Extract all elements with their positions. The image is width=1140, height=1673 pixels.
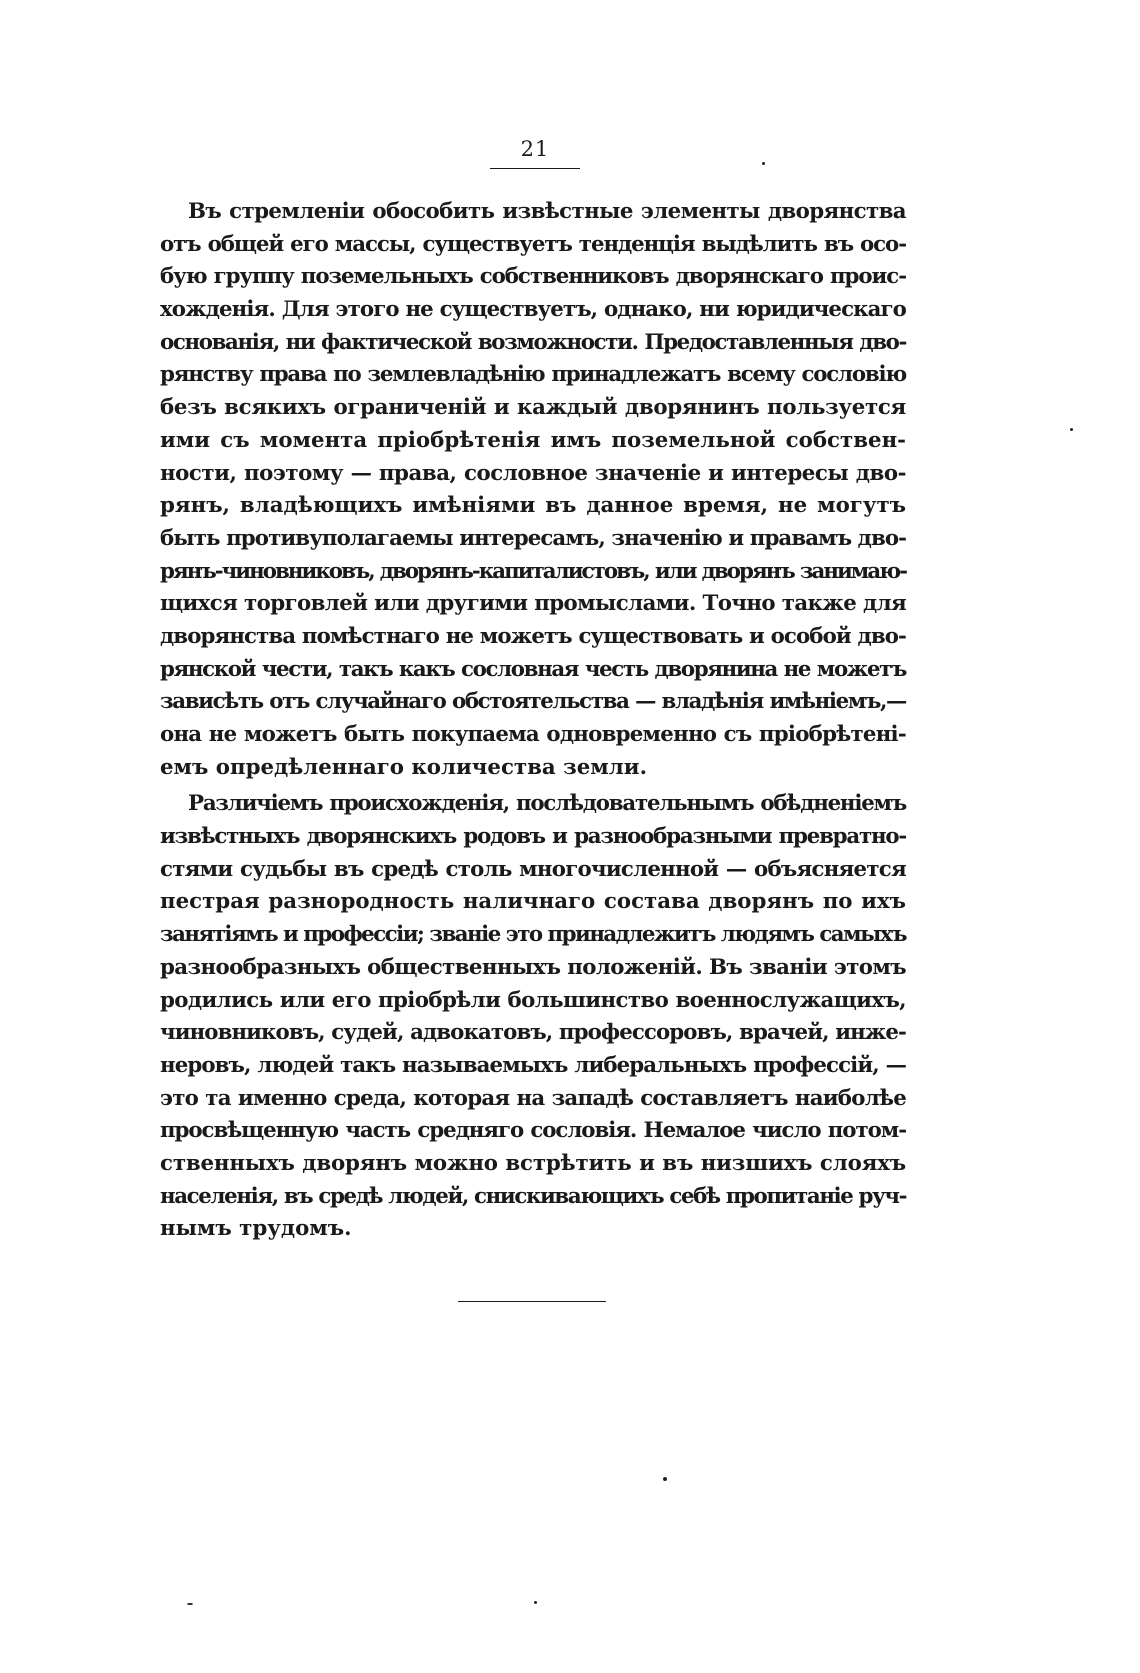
scan-speck bbox=[187, 1603, 193, 1605]
paragraph-2 bbox=[160, 788, 906, 1246]
text-line: населенія, въ средѣ людей, снискивающихъ себѣ пропитаніе руч- bbox=[160, 1183, 907, 1209]
text-line: Различіемъ происхожденія, послѣдовательнымъ обѣдненіемъ bbox=[188, 791, 906, 817]
text-line: это та именно среда, которая на западѣ составляетъ наиболѣе bbox=[160, 1085, 906, 1111]
scan-speck bbox=[663, 1477, 667, 1481]
scan-speck bbox=[1070, 428, 1073, 431]
text-line: разнообразныхъ общественныхъ положеній. Въ званіи этомъ bbox=[160, 954, 907, 980]
text-line: рянъ, владѣющихъ имѣніями въ данное время, не могутъ bbox=[160, 493, 906, 519]
paragraph-1 bbox=[160, 196, 906, 784]
text-line: отъ общей его массы, существуетъ тенденція выдѣлить въ осо- bbox=[160, 231, 906, 257]
text-line: зависѣть отъ случайнаго обстоятельства — владѣнія имѣніемъ,— bbox=[160, 689, 906, 715]
text-line: стями судьбы въ средѣ столь многочисленной — объясняется bbox=[160, 856, 906, 882]
text-line: пестрая разнородность наличнаго состава дворянъ по ихъ bbox=[160, 889, 906, 915]
scan-speck bbox=[762, 162, 765, 165]
text-line: хожденія. Для этого не существуетъ, однако, ни юридическаго bbox=[160, 297, 906, 323]
text-line: занятіямъ и профессіи; званіе это принадлежитъ людямъ самыхъ bbox=[160, 922, 906, 948]
text-line: ности, поэтому — права, сословное значеніе и интересы дво- bbox=[160, 460, 906, 486]
text-line: безъ всякихъ ограниченій и каждый дворянинъ пользуется bbox=[160, 395, 906, 421]
body-text bbox=[160, 196, 906, 1246]
text-line: ственныхъ дворянъ можно встрѣтить и въ низшихъ слояхъ bbox=[160, 1150, 906, 1176]
text-line: ими съ момента пріобрѣтенія имъ поземельной собствен- bbox=[160, 427, 906, 453]
section-end-rule bbox=[458, 1301, 606, 1302]
scan-speck bbox=[534, 1601, 537, 1604]
page-number: 21 bbox=[520, 137, 550, 161]
text-line: основанія, ни фактической возможности. Предоставленныя дво- bbox=[160, 329, 906, 355]
text-line: она не можетъ быть покупаема одновременно съ пріобрѣтені- bbox=[160, 722, 906, 747]
text-line: емъ опредѣленнаго количества земли. bbox=[160, 754, 647, 780]
text-line: дворянства помѣстнаго не можетъ существовать и особой дво- bbox=[160, 623, 906, 649]
text-line: извѣстныхъ дворянскихъ родовъ и разнообразными превратно- bbox=[160, 824, 906, 850]
text-line: быть противуполагаемы интересамъ, значенію и правамъ дво- bbox=[160, 525, 907, 551]
text-line: Въ стремленіи обособить извѣстные элементы дворянства bbox=[188, 199, 906, 224]
text-line: рянской чести, такъ какъ сословная честь дворянина не можетъ bbox=[160, 656, 906, 682]
text-line: неровъ, людей такъ называемыхъ либеральныхъ профессій, — bbox=[160, 1052, 906, 1078]
text-line: просвѣщенную часть средняго сословія. Немалое число потом- bbox=[160, 1118, 906, 1144]
page-number-rule bbox=[490, 168, 580, 169]
text-line: чиновниковъ, судей, адвокатовъ, профессоровъ, врачей, инже- bbox=[160, 1020, 906, 1046]
text-line: бую группу поземельныхъ собственниковъ дворянскаго проис- bbox=[160, 264, 906, 290]
text-line: родились или его пріобрѣли большинство военнослужащихъ, bbox=[160, 987, 906, 1013]
text-line: рянъ-чиновниковъ, дворянъ-капиталистовъ, или дворянъ занимаю- bbox=[160, 558, 906, 584]
text-line: нымъ трудомъ. bbox=[160, 1216, 352, 1242]
text-line: щихся торговлей или другими промыслами. Точно также для bbox=[160, 591, 907, 617]
text-line: рянству права по землевладѣнію принадлежатъ всему сословію bbox=[160, 362, 906, 388]
